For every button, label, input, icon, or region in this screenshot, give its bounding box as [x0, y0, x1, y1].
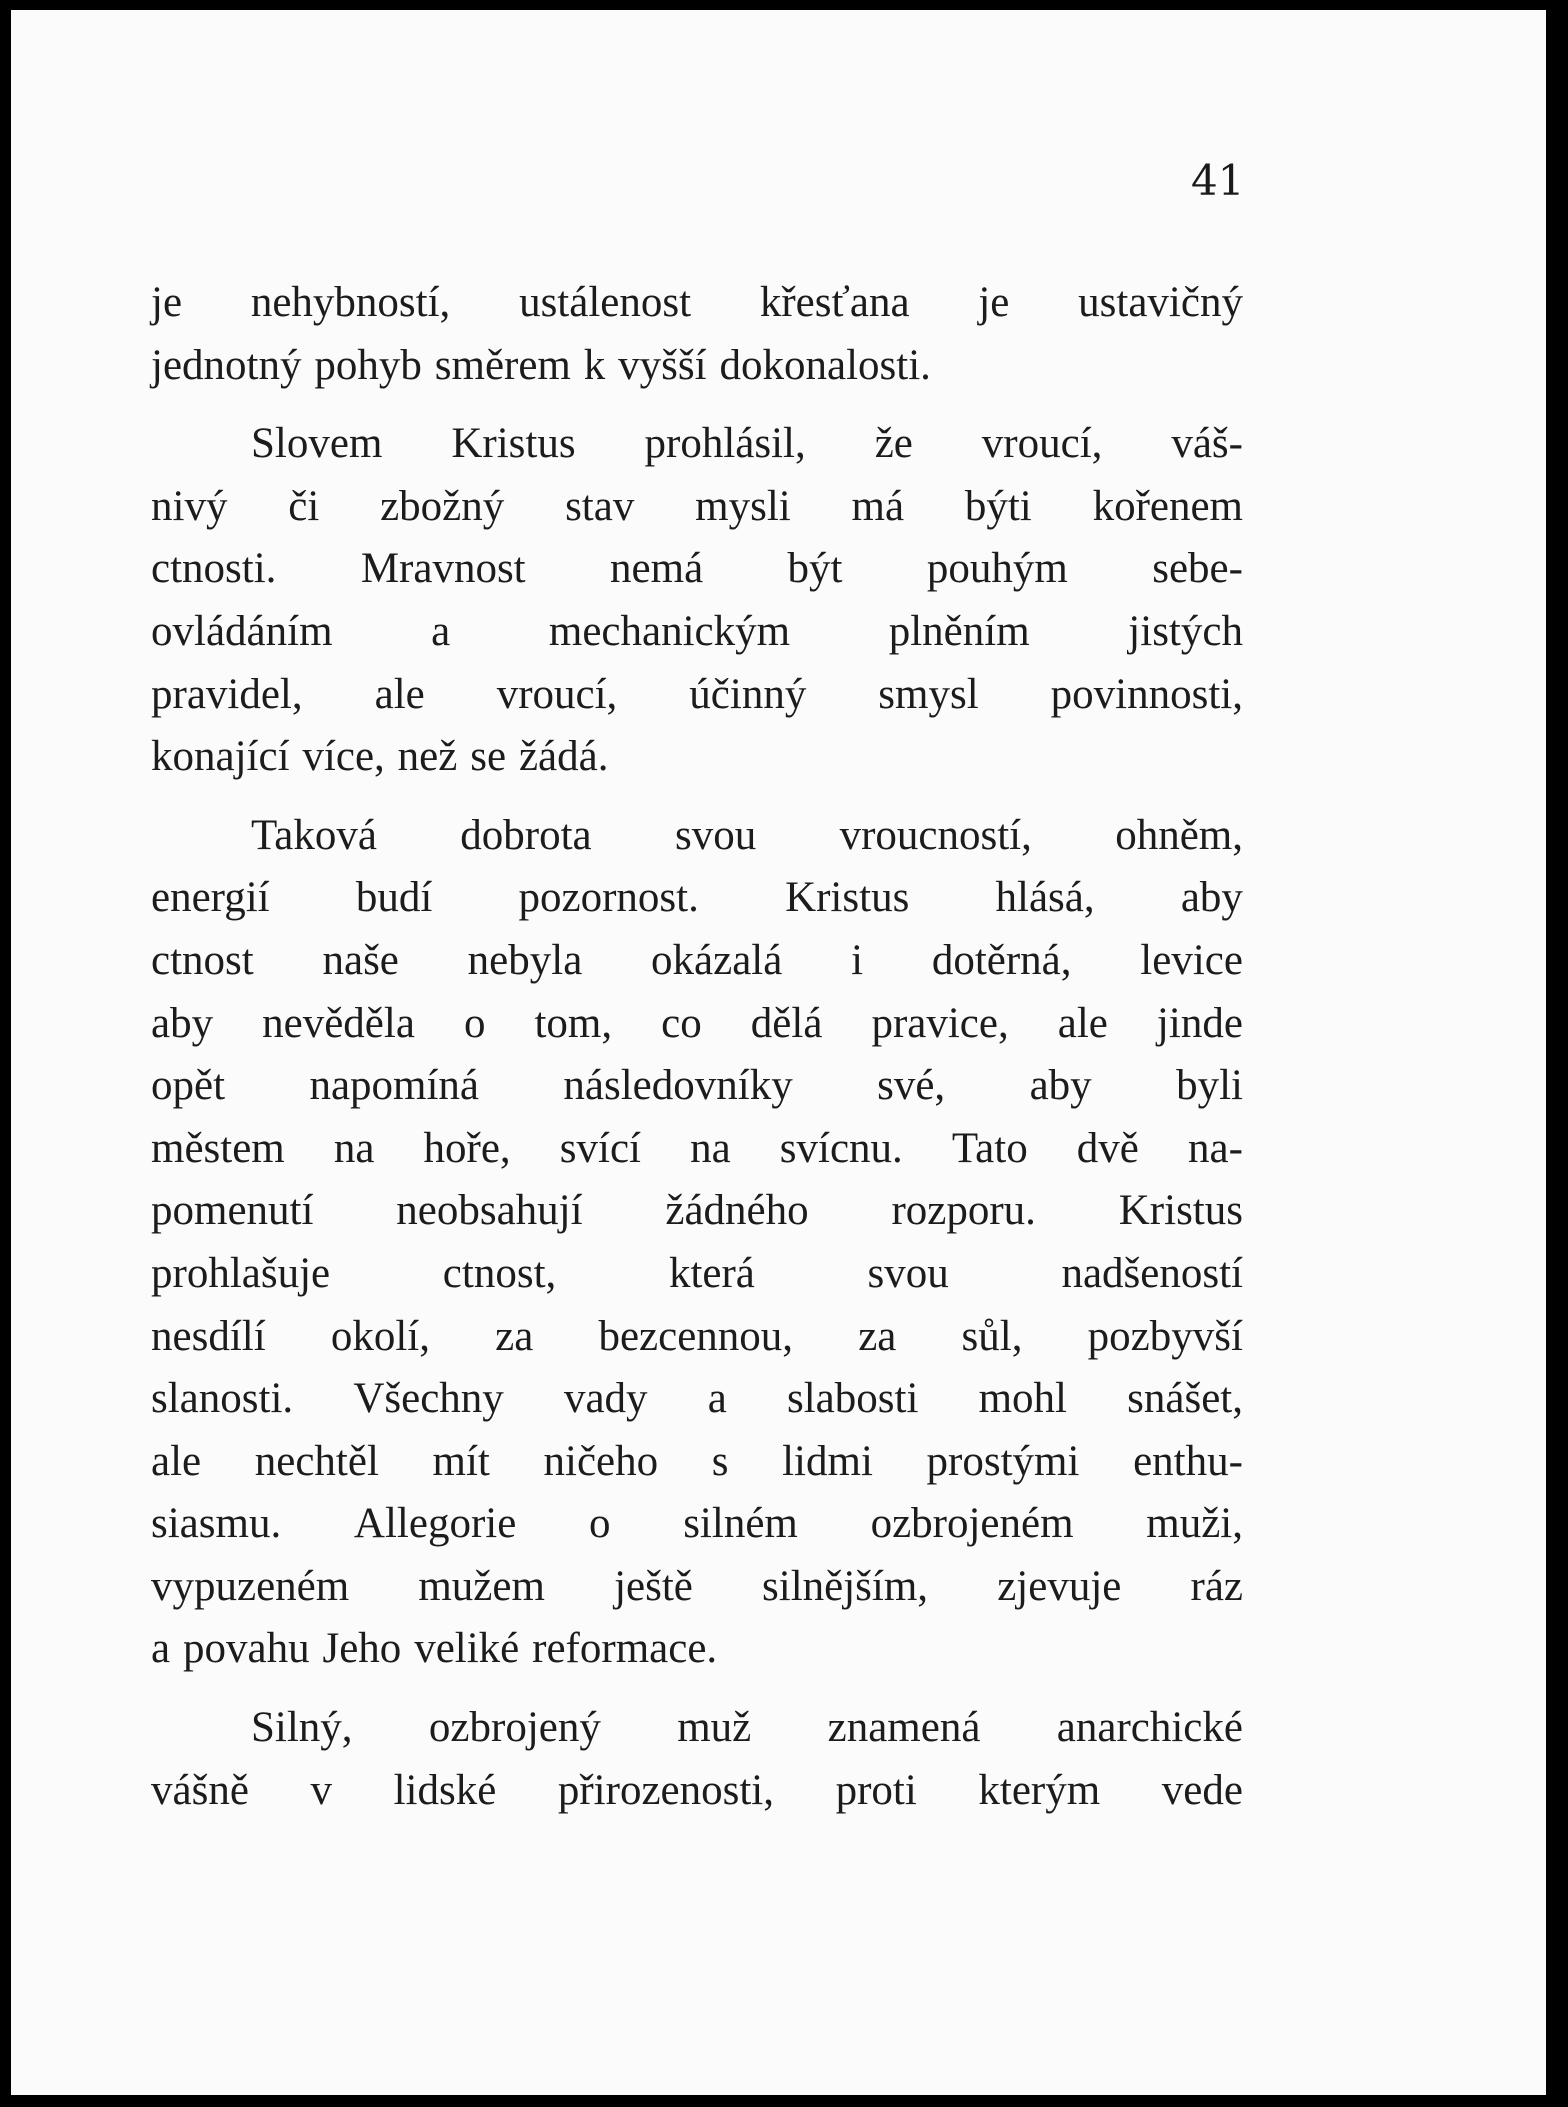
text-line: opět napomíná následovníky své, aby byli	[151, 1062, 1243, 1110]
text-line: siasmu. Allegorie o silném ozbrojeném muži,	[151, 1500, 1243, 1548]
text-line: ctnost naše nebyla okázalá i dotěrná, levice	[151, 936, 1243, 984]
text-line: ale nechtěl mít ničeho s lidmi prostými enthu-	[151, 1437, 1243, 1485]
text-line: vypuzeném mužem ještě silnějším, zjevuje ráz	[151, 1562, 1243, 1610]
text-line: pomenutí neobsahují žádného rozporu. Kristus	[151, 1187, 1243, 1235]
text-line: nesdílí okolí, za bezcennou, za sůl, pozbyvší	[151, 1312, 1243, 1360]
body-text	[151, 272, 1243, 1822]
text-line: vášně v lidské přirozenosti, proti kterým vede	[151, 1766, 1243, 1814]
text-line: městem na hoře, svící na svícnu. Tato dvě na-	[151, 1124, 1243, 1172]
text-line: Taková dobrota svou vroucností, ohněm,	[251, 811, 1243, 859]
text-line: pravidel, ale vroucí, účinný smysl povinnosti,	[151, 670, 1243, 718]
page-number: 41	[1191, 156, 1245, 205]
text-line: ovládáním a mechanickým plněním jistých	[151, 607, 1243, 655]
text-line: prohlašuje ctnost, která svou nadšeností	[151, 1249, 1243, 1297]
text-line: Silný, ozbrojený muž znamená anarchické	[251, 1704, 1243, 1752]
text-line: je nehybností, ustálenost křesťana je ustavičný	[151, 279, 1243, 326]
paragraph	[151, 805, 1243, 1681]
book-page	[11, 10, 1546, 2095]
paragraph	[151, 1697, 1243, 1822]
text-line: slanosti. Všechny vady a slabosti mohl snášet,	[151, 1375, 1243, 1423]
text-line: a povahu Jeho veliké reformace.	[151, 1625, 718, 1673]
paragraph	[151, 413, 1243, 789]
paragraph	[151, 272, 1243, 397]
text-line: energií budí pozornost. Kristus hlásá, aby	[151, 874, 1243, 922]
text-line: ctnosti. Mravnost nemá být pouhým sebe-	[151, 545, 1243, 593]
text-line: Slovem Kristus prohlásil, že vroucí, váš-	[251, 420, 1243, 468]
text-line: aby nevěděla o tom, co dělá pravice, ale jinde	[151, 999, 1243, 1047]
text-line: jednotný pohyb směrem k vyšší dokonalosti.	[151, 341, 931, 389]
text-line: konající více, než se žádá.	[151, 733, 609, 781]
text-line: nivý či zbožný stav mysli má býti kořenem	[151, 482, 1243, 530]
